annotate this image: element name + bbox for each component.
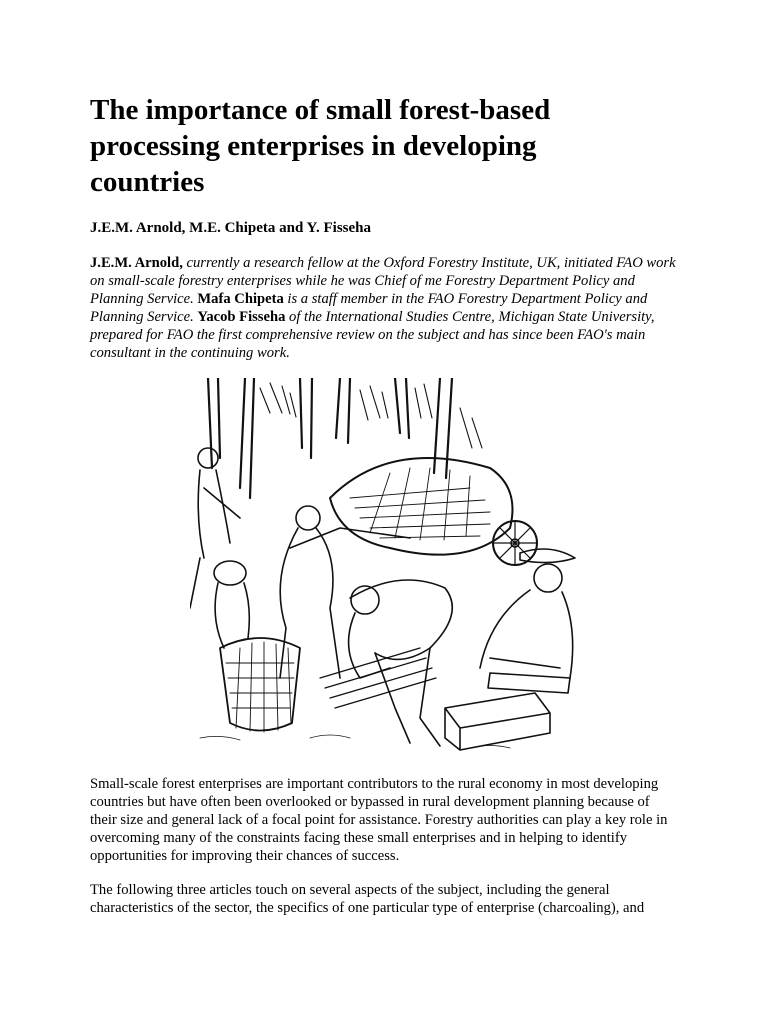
title-line-3: countries — [90, 166, 205, 198]
author-bio — [90, 254, 680, 362]
author-name-chipeta: Mafa Chipeta — [197, 291, 284, 307]
article-authors: J.E.M. Arnold, M.E. Chipeta and Y. Fisseha — [90, 220, 372, 236]
forest-workers-illustration-icon — [190, 378, 578, 756]
body-paragraph-1: Small-scale forest enterprises are important contributors to the rural economy in most developing countries but have often been overlooked or bypassed in rural development planning because of their size and general lack of a focal point for assistance. Forestry authorities can play a key role in overcoming many of the constraints facing these small enterprises and in helping to identify opportunities for improving their chances of success. — [90, 776, 668, 864]
author-name-arnold: J.E.M. Arnold, — [90, 255, 183, 271]
body-paragraph-2: The following three articles touch on several aspects of the subject, including the general characteristics of the sector, the specifics of one particular type of enterprise (charcoaling), and — [90, 882, 645, 916]
title-line-2: processing enterprises in developing — [90, 130, 537, 162]
author-bio-fisseha: of the International Studies Centre, Michigan State University, prepared for FAO the first comprehensive review on the subject and has since been FAO's main consultant in the continuing work. — [90, 309, 655, 361]
author-bio-chipeta: is a staff member in the FAO Forestry Department Policy and Planning Service. — [90, 291, 648, 325]
author-bio-arnold: currently a research fellow at the Oxford Forestry Institute, UK, initiated FAO work on small-scale forestry enterprises while he was Chief of me Forestry Department Policy and Planning Service. — [90, 255, 676, 307]
article-title — [90, 92, 630, 200]
author-name-fisseha: Yacob Fisseha — [197, 309, 286, 325]
title-line-1: The importance of small forest-based — [90, 94, 551, 126]
